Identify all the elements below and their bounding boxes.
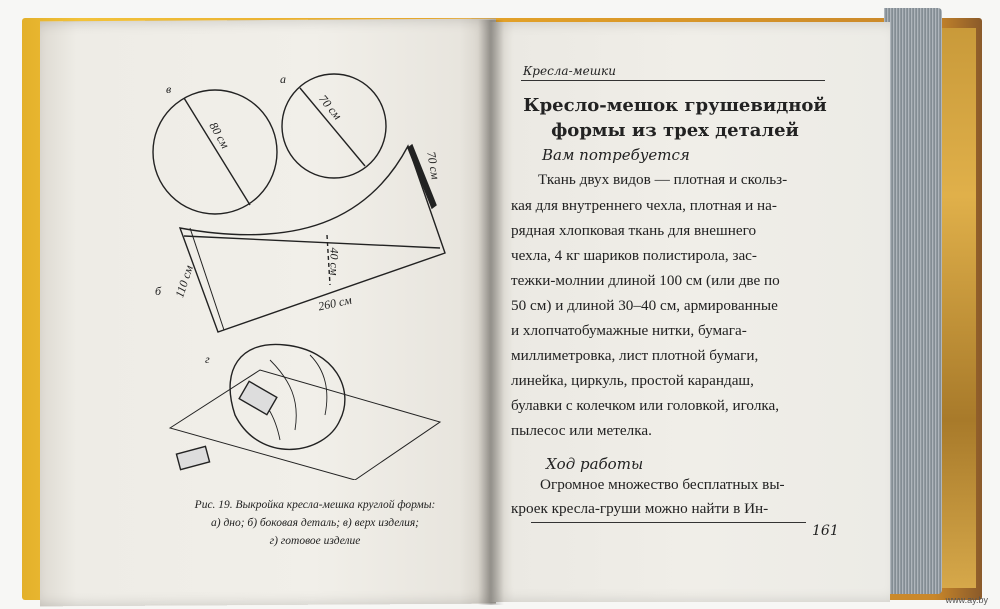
pattern-figure (150, 70, 455, 480)
caption-line-2: а) дно; б) боковая деталь; в) верх изделия; (210, 517, 420, 529)
title-line-1: Кресло-мешок грушевидной (523, 95, 827, 116)
header-rule (521, 80, 825, 81)
book-on-beanbag (239, 381, 277, 414)
book-on-floor (176, 446, 209, 469)
body-line: булавки с колечком или головкой, иголка, (511, 397, 780, 414)
body-line: чехла, 4 кг шариков полистирола, зас- (511, 247, 757, 264)
page-number: 161 (812, 523, 839, 539)
label-b: б (155, 284, 162, 298)
side-piece-inner-line (184, 236, 440, 248)
body-line: и хлопчатобумажные нитки, бумага- (511, 322, 747, 339)
subhead-process: Ход работы (546, 455, 644, 473)
body-line: кая для внутреннего чехла, плотная и на- (511, 197, 777, 214)
book-spine (942, 28, 976, 588)
body-line: тежки-молнии длиной 100 см (или две по (511, 272, 780, 289)
running-header: Кресла-мешки (523, 64, 616, 78)
dim-70-side-label: 70 см (424, 150, 443, 181)
circle-top-piece (153, 90, 277, 214)
watermark: www.ay.by (945, 595, 988, 605)
label-v: в (166, 82, 172, 96)
subhead-materials: Вам потребуется (542, 146, 690, 164)
dim-110-label: 110 см (172, 263, 196, 300)
body-line: миллиметровка, лист плотной бумаги, (511, 347, 759, 364)
dim-260-label: 260 см (316, 292, 353, 314)
body-line: Огромное множество бесплатных вы- (540, 476, 785, 493)
title-line-2: формы из трех деталей (551, 120, 799, 141)
floor-mat (170, 370, 440, 480)
diameter-80 (184, 98, 250, 205)
body-line: кроек кресла-груши можно найти в Ин- (511, 500, 769, 517)
figure-caption (160, 496, 470, 550)
caption-line-1: Рис. 19. Выкройка кресла-мешка круглой формы: (194, 499, 436, 511)
body-line: пылесос или метелка. (511, 422, 652, 439)
page-edges (884, 8, 942, 594)
dim-40-label: 40 см (327, 247, 342, 276)
label-a: а (280, 72, 286, 86)
dim-70-label: 70 см (316, 91, 345, 123)
body-line: линейка, циркуль, простой карандаш, (511, 372, 754, 389)
gutter-shadow (478, 20, 504, 605)
body-line: Ткань двух видов — плотная и скольз- (538, 171, 788, 188)
body-line: 50 см) и длиной 30–40 см, армированные (511, 297, 778, 314)
footer-rule (531, 522, 806, 523)
caption-line-3: г) готовое изделие (269, 535, 361, 547)
dim-110-line (190, 228, 224, 330)
section-title (520, 93, 830, 143)
label-g: г (205, 352, 210, 366)
body-line: рядная хлопковая ткань для внешнего (511, 222, 757, 239)
dim-80-label: 80 см (206, 119, 233, 151)
circle-bottom-piece (282, 74, 386, 178)
